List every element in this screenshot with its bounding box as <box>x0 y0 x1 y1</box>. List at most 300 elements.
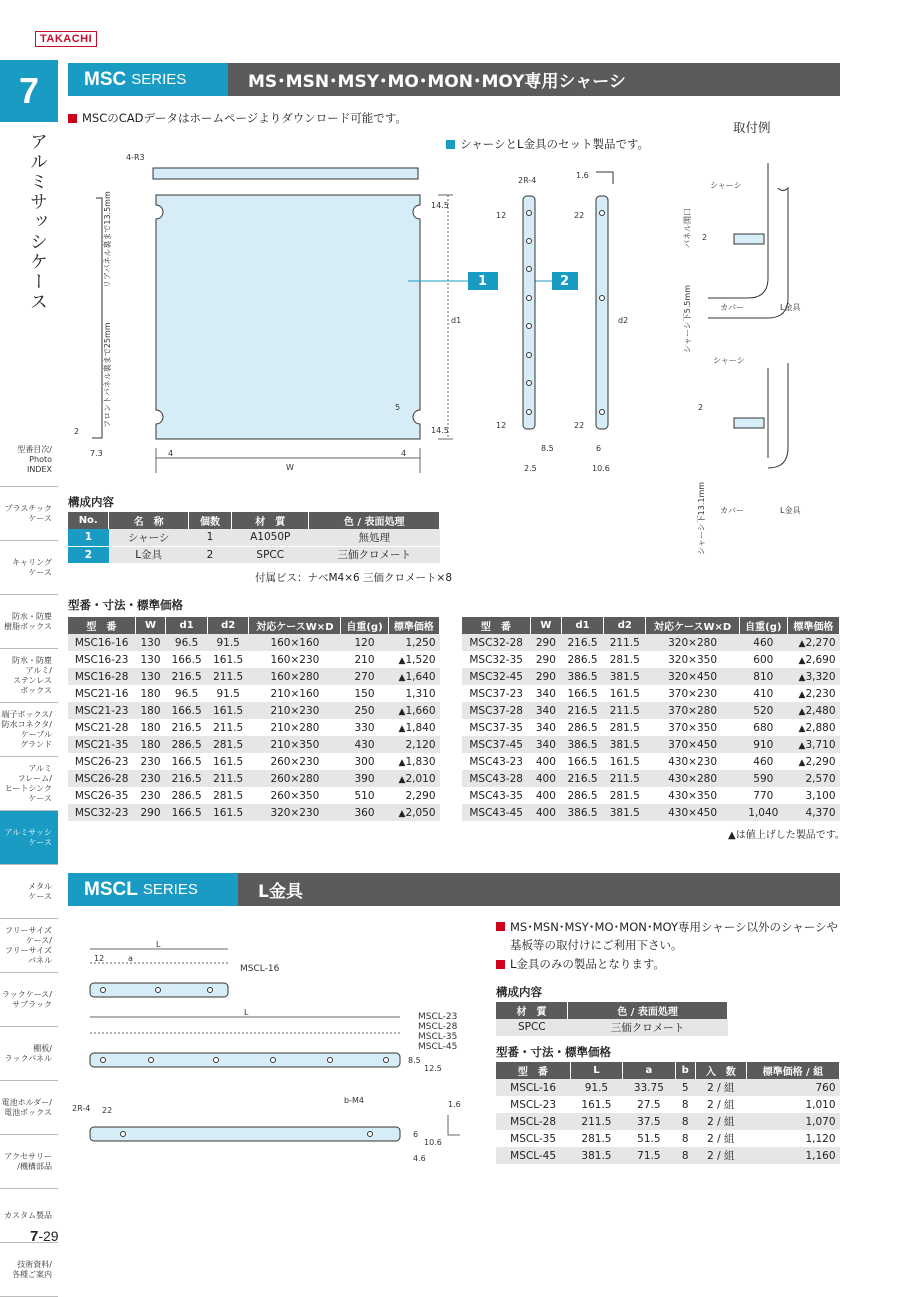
mscl-dim-22: 22 <box>102 1106 113 1115</box>
price-row <box>496 1079 840 1096</box>
case-cell: 210×350 <box>249 736 341 753</box>
case-cell: 210×160 <box>270 687 320 700</box>
price-cell: 2,290 <box>405 789 436 802</box>
mscl-dim-l: L <box>244 1008 249 1017</box>
model-cell: MSC16-28 <box>68 668 135 685</box>
mscl-note-2: L金具のみの製品となります。 <box>496 956 665 972</box>
price-header: L <box>570 1062 622 1079</box>
model-cell: MSC26-28 <box>68 770 135 787</box>
case-cell: 210×280 <box>270 721 320 734</box>
d2-cell: 281.5 <box>213 789 244 802</box>
price-row <box>462 770 840 787</box>
weight-cell: 390 <box>341 770 388 787</box>
weight-cell: 510 <box>354 789 375 802</box>
price-header: 標準価格 <box>388 617 439 634</box>
price-row <box>462 702 840 719</box>
d2-cell: 91.5 <box>207 634 249 651</box>
d2-cell: 211.5 <box>213 721 244 734</box>
model-cell: MSCL-16 <box>496 1079 570 1096</box>
composition-cell: L金具 <box>109 546 188 563</box>
dim-14-5-bottom: 14.5 <box>431 426 449 435</box>
case-cell: 430×450 <box>646 804 739 821</box>
d1-cell: 96.5 <box>166 634 208 651</box>
d1-cell: 386.5 <box>561 668 603 685</box>
model-cell: MSC43-35 <box>469 789 523 802</box>
qty-cell: 2 / 組 <box>695 1079 746 1096</box>
price-header: 対応ケースW×D <box>249 617 341 634</box>
price-header: 入 数 <box>695 1062 746 1079</box>
price-cell: ▲ 2,230 <box>787 685 839 702</box>
w-cell: 290 <box>535 653 556 666</box>
a-cell: 33.75 <box>623 1079 675 1096</box>
model-cell: MSC21-23 <box>68 702 135 719</box>
msc-price-table-left <box>68 617 440 821</box>
weight-cell: 360 <box>341 804 388 821</box>
weight-cell: 150 <box>354 687 375 700</box>
bracket-22-bottom: 22 <box>574 421 585 430</box>
d2-cell: 161.5 <box>207 804 249 821</box>
price-header: W <box>135 617 166 634</box>
sidenav-item: アルミサッシ ケース <box>0 811 58 865</box>
sidenav-item: 技術資料/ 各種ご案内 <box>0 1243 58 1297</box>
d2-cell: 281.5 <box>609 789 640 802</box>
dim-7-3: 7.3 <box>90 449 103 458</box>
price-cell: 2,120 <box>388 736 439 753</box>
mscl-dim-radius: 2R-4 <box>72 1104 91 1113</box>
sidenav-item: フリーサイズ ケース/ フリーサイズ パネル <box>0 919 58 973</box>
composition-cell: 1 <box>188 529 231 546</box>
mscl-dim-8-5: 8.5 <box>408 1056 421 1065</box>
d1-cell: 386.5 <box>561 736 603 753</box>
mscl-dim-6: 6 <box>413 1130 419 1139</box>
w-cell: 400 <box>535 789 556 802</box>
w-cell: 130 <box>135 668 166 685</box>
dim-r3: 4-R3 <box>126 153 145 162</box>
dim-w: W <box>286 463 294 472</box>
dim-5: 5 <box>395 403 401 412</box>
weight-cell: 460 <box>753 755 774 768</box>
price-cell: 3,100 <box>805 789 836 802</box>
dim-14-5-top: 14.5 <box>431 201 449 210</box>
price-row <box>496 1113 840 1130</box>
price-row <box>462 651 840 668</box>
msc-price-table-right <box>462 617 840 821</box>
w-cell: 340 <box>535 721 556 734</box>
price-row <box>496 1096 840 1113</box>
price-row <box>68 651 440 668</box>
model-cell: MSC37-45 <box>462 736 530 753</box>
svg-text:シャーシ下13.1mm: シャーシ下13.1mm <box>697 481 706 555</box>
chapter-number: 7 <box>0 60 58 122</box>
mscl-price-heading: 型番・寸法・標準価格 <box>496 1045 611 1059</box>
price-row <box>68 719 440 736</box>
w-cell: 180 <box>135 736 166 753</box>
price-cell: 1,160 <box>746 1147 839 1164</box>
sidenav-item: 防水・防塵 アルミ/ ステンレス ボックス <box>0 649 58 703</box>
composition-cell: 無処理 <box>309 529 440 546</box>
case-cell: 210×230 <box>249 702 341 719</box>
bracket-8-5: 8.5 <box>541 444 554 453</box>
d2-cell: 91.5 <box>216 687 240 700</box>
mscl-dim-4-6: 4.6 <box>413 1154 426 1163</box>
mscl16-dim-l: L <box>156 940 161 949</box>
d2-cell: 211.5 <box>207 668 249 685</box>
sidenav-item: 端子ボックス/ 防水コネクタ/ ケーブル グランド <box>0 703 58 757</box>
d1-cell: 216.5 <box>561 770 603 787</box>
mscl-dim-12-5: 12.5 <box>424 1064 442 1073</box>
price-cell: ▲ 3,320 <box>787 668 839 685</box>
w-cell: 290 <box>135 804 166 821</box>
msc-composition-table <box>68 512 440 564</box>
d1-cell: 166.5 <box>171 653 202 666</box>
price-row <box>496 1147 840 1164</box>
mscl-series-code: MSCL <box>84 878 138 900</box>
msc-series-title: MS･MSN･MSY･MO･MON･MOY専用シャーシ <box>228 63 840 96</box>
case-cell: 320×350 <box>668 653 718 666</box>
qty-cell: 2 / 組 <box>707 1099 735 1111</box>
weight-cell: 270 <box>341 668 388 685</box>
model-cell: MSC43-28 <box>462 770 530 787</box>
d2-cell: 381.5 <box>604 668 646 685</box>
d2-cell: 381.5 <box>604 736 646 753</box>
price-row <box>496 1130 840 1147</box>
price-header: 型 番 <box>496 1062 570 1079</box>
price-cell: ▲ 1,840 <box>388 719 439 736</box>
mscl-series-word: SERIES <box>142 881 198 898</box>
mount2-dim-2: 2 <box>698 403 704 412</box>
composition-cell: 1 <box>68 529 109 546</box>
msc-series-header <box>68 63 840 96</box>
bracket-10-6: 10.6 <box>592 464 610 473</box>
price-cell: 4,370 <box>787 804 839 821</box>
price-row <box>68 736 440 753</box>
price-row <box>462 668 840 685</box>
sidenav-item: カスタム製品 <box>0 1189 58 1243</box>
price-row <box>68 804 440 821</box>
mscl-dim-10-6: 10.6 <box>424 1138 442 1147</box>
mscl16-dim-a: a <box>128 954 133 963</box>
chapter-sidenav <box>0 433 58 1297</box>
case-cell: 320×450 <box>646 668 739 685</box>
weight-cell: 120 <box>341 634 388 651</box>
model-cell: MSCL-35 <box>510 1132 557 1145</box>
d2-cell: 211.5 <box>604 770 646 787</box>
mount1-panel-open: パネル開口 <box>683 208 692 248</box>
mount2-under-label <box>686 440 716 560</box>
rear-panel-note: リアパネル裏まで13.5mm <box>103 191 112 288</box>
b-cell: 8 <box>675 1147 695 1164</box>
w-cell: 230 <box>140 789 161 802</box>
d1-cell: 166.5 <box>166 804 208 821</box>
price-header: a <box>623 1062 675 1079</box>
mount-example-title: 取付例 <box>733 120 771 135</box>
price-cell: ▲ 2,880 <box>787 719 839 736</box>
d1-cell: 96.5 <box>174 687 199 700</box>
d2-cell: 281.5 <box>609 721 640 734</box>
price-cell: ▲ 2,050 <box>388 804 439 821</box>
sidenav-item: 電池ホルダー/ 電池ボックス <box>0 1081 58 1135</box>
mount1-cover: カバー <box>720 303 744 312</box>
d1-cell: 286.5 <box>567 789 598 802</box>
d1-cell: 216.5 <box>561 634 603 651</box>
l-cell: 161.5 <box>581 1098 612 1111</box>
composition-header: 色 / 表面処理 <box>568 1002 728 1019</box>
price-header: 型 番 <box>68 617 135 634</box>
chapter-title: アルミサッシケース <box>27 132 48 312</box>
case-cell: 430×350 <box>668 789 718 802</box>
model-cell: MSC32-23 <box>68 804 135 821</box>
msc-series-code: MSC <box>84 68 127 90</box>
d2-cell: 211.5 <box>207 770 249 787</box>
price-row <box>68 787 440 804</box>
mount2-lbracket: L金具 <box>780 506 801 515</box>
weight-cell: 910 <box>739 736 787 753</box>
price-cell: 1,010 <box>805 1098 836 1111</box>
weight-cell: 600 <box>753 653 774 666</box>
msc-note-set: シャーシとL金具のセット製品です。 <box>446 136 649 152</box>
case-cell: 430×230 <box>668 755 718 768</box>
sidenav-item: 型番目次/ Photo INDEX <box>0 433 58 487</box>
l-cell: 91.5 <box>570 1079 622 1096</box>
case-cell: 260×230 <box>270 755 320 768</box>
model-cell: MSC21-28 <box>74 721 129 734</box>
sidenav-item: アルミ フレーム/ ヒートシンク ケース <box>0 757 58 811</box>
b-cell: 5 <box>675 1079 695 1096</box>
w-cell: 180 <box>135 702 166 719</box>
price-header: d1 <box>166 617 208 634</box>
mscl35-label: MSCL-35 <box>418 1032 458 1042</box>
d1-cell: 166.5 <box>171 755 202 768</box>
mscl-series-header <box>68 873 840 906</box>
mscl16-dim-12: 12 <box>94 954 105 963</box>
price-cell: ▲ 2,010 <box>388 770 439 787</box>
price-header: 自重(g) <box>739 617 787 634</box>
w-cell: 340 <box>530 702 561 719</box>
d1-cell: 216.5 <box>171 721 202 734</box>
case-cell: 430×280 <box>646 770 739 787</box>
d1-cell: 216.5 <box>561 702 603 719</box>
bracket-radius: 2R-4 <box>518 176 537 185</box>
b-cell: 8 <box>681 1098 689 1111</box>
model-cell: MSCL-23 <box>510 1098 557 1111</box>
d1-cell: 166.5 <box>166 702 208 719</box>
weight-cell: 300 <box>354 755 375 768</box>
weight-cell: 210 <box>354 653 375 666</box>
price-row <box>462 753 840 770</box>
mscl-note-1: MS･MSN･MSY･MO･MON･MOY専用シャーシ以外のシャーシや基板等の取付けにご利用下さい。 <box>496 918 841 954</box>
weight-cell: 1,040 <box>739 804 787 821</box>
w-cell: 400 <box>530 804 561 821</box>
mscl16-label: MSCL-16 <box>240 964 280 974</box>
model-cell: MSC43-45 <box>462 804 530 821</box>
price-row <box>68 668 440 685</box>
case-cell: 320×280 <box>646 634 739 651</box>
sidenav-item: 棚板/ ラックパネル <box>0 1027 58 1081</box>
price-cell: ▲ 3,710 <box>787 736 839 753</box>
w-cell: 400 <box>530 770 561 787</box>
weight-cell: 770 <box>753 789 774 802</box>
part-tag-2: 2 <box>560 274 570 289</box>
price-header: 標準価格 / 組 <box>746 1062 839 1079</box>
price-row <box>462 804 840 821</box>
price-row <box>68 753 440 770</box>
mscl45-label: MSCL-45 <box>418 1042 458 1052</box>
price-header: 自重(g) <box>341 617 388 634</box>
qty-cell: 2 / 組 <box>695 1147 746 1164</box>
weight-cell: 430 <box>341 736 388 753</box>
weight-cell: 680 <box>753 721 774 734</box>
qty-cell: 2 / 組 <box>695 1113 746 1130</box>
weight-cell: 590 <box>739 770 787 787</box>
msc-series-word: SERIES <box>131 71 187 88</box>
weight-cell: 460 <box>739 634 787 651</box>
dim-2: 2 <box>74 427 80 436</box>
mount2-chassis: シャーシ <box>713 356 745 365</box>
price-row <box>68 770 440 787</box>
model-cell: MSC21-35 <box>68 736 135 753</box>
price-cell: ▲ 1,660 <box>388 702 439 719</box>
d1-cell: 386.5 <box>561 804 603 821</box>
bracket-6: 6 <box>596 444 602 453</box>
d1-cell: 166.5 <box>567 687 598 700</box>
price-cell: 1,310 <box>405 687 436 700</box>
composition-cell: SPCC <box>232 546 309 563</box>
weight-cell: 810 <box>739 668 787 685</box>
sidenav-item: ラックケース/ サブラック <box>0 973 58 1027</box>
price-header: d2 <box>207 617 249 634</box>
front-panel-note: フロントパネル裏まで25mm <box>103 322 112 428</box>
dim-d2: d2 <box>618 316 629 325</box>
model-cell: MSC37-28 <box>462 702 530 719</box>
msc-note-cad: MSCのCADデータはホームページよりダウンロード可能です。 <box>68 110 407 126</box>
page-number: 7-29 <box>30 1228 59 1245</box>
case-cell: 370×450 <box>646 736 739 753</box>
dim-d1: d1 <box>451 316 462 325</box>
d1-cell: 286.5 <box>567 721 598 734</box>
price-row <box>462 719 840 736</box>
model-cell: MSC16-23 <box>74 653 129 666</box>
price-row <box>462 634 840 651</box>
l-cell: 211.5 <box>570 1113 622 1130</box>
bracket-2-5: 2.5 <box>524 464 537 473</box>
a-cell: 27.5 <box>637 1098 661 1111</box>
price-header: b <box>675 1062 695 1079</box>
model-cell: MSCL-45 <box>496 1147 570 1164</box>
sidenav-item: 防水・防塵 樹脂ボックス <box>0 595 58 649</box>
case-cell: 160×280 <box>249 668 341 685</box>
composition-cell: 2 <box>188 546 231 563</box>
w-cell: 180 <box>140 721 161 734</box>
d1-cell: 216.5 <box>166 668 208 685</box>
case-cell: 160×230 <box>270 653 320 666</box>
mount2-cover: カバー <box>720 506 744 515</box>
model-cell: MSC32-28 <box>462 634 530 651</box>
case-cell: 370×350 <box>668 721 718 734</box>
w-cell: 400 <box>535 755 556 768</box>
price-cell: 1,070 <box>746 1113 839 1130</box>
composition-header: No. <box>68 512 109 529</box>
dim-4-right: 4 <box>401 449 407 458</box>
d2-cell: 211.5 <box>604 702 646 719</box>
price-row <box>68 634 440 651</box>
composition-header: 材 質 <box>232 512 309 529</box>
composition-cell: 2 <box>68 546 109 563</box>
finish-cell: 三価クロメート <box>568 1019 728 1036</box>
price-header: W <box>530 617 561 634</box>
d2-cell: 161.5 <box>609 687 640 700</box>
d2-cell: 161.5 <box>213 755 244 768</box>
a-cell: 37.5 <box>623 1113 675 1130</box>
mscl-dim-bm4: b-M4 <box>344 1096 364 1105</box>
price-cell: 1,250 <box>388 634 439 651</box>
mscl23-label: MSCL-23 <box>418 1012 458 1022</box>
mscl-series-title: L金具 <box>238 873 840 906</box>
a-cell: 51.5 <box>637 1132 661 1145</box>
mscl-dim-1-6: 1.6 <box>448 1100 461 1109</box>
model-cell: MSC26-35 <box>74 789 129 802</box>
d2-cell: 281.5 <box>609 653 640 666</box>
case-cell: 260×350 <box>270 789 320 802</box>
composition-cell: A1050P <box>232 529 309 546</box>
price-cell: ▲ 2,690 <box>787 651 839 668</box>
model-cell: MSC21-16 <box>74 687 129 700</box>
takachi-logo: TAKACHI <box>35 31 97 47</box>
d2-cell: 161.5 <box>207 702 249 719</box>
mount1-dim-2: 2 <box>702 233 708 242</box>
price-row <box>462 685 840 702</box>
model-cell: MSC26-23 <box>74 755 129 768</box>
b-cell: 8 <box>675 1113 695 1130</box>
mscl28-label: MSCL-28 <box>418 1022 458 1032</box>
w-cell: 130 <box>140 653 161 666</box>
composition-header: 色 / 表面処理 <box>309 512 440 529</box>
price-cell: ▲ 1,830 <box>388 753 439 770</box>
model-cell: MSC37-35 <box>469 721 523 734</box>
price-up-note: ▲は値上げした製品です。 <box>728 830 845 841</box>
d2-cell: 381.5 <box>604 804 646 821</box>
w-cell: 230 <box>135 770 166 787</box>
price-cell: ▲ 2,290 <box>787 753 839 770</box>
w-cell: 340 <box>535 687 556 700</box>
model-cell: MSCL-28 <box>496 1113 570 1130</box>
case-cell: 160×160 <box>249 634 341 651</box>
screws-note: 付属ビス：ナベM4×6 三価クロメート×8 <box>255 572 453 584</box>
price-cell: ▲ 2,270 <box>787 634 839 651</box>
price-row <box>462 736 840 753</box>
w-cell: 180 <box>140 687 161 700</box>
d2-cell: 281.5 <box>207 736 249 753</box>
d1-cell: 286.5 <box>166 736 208 753</box>
price-cell: 760 <box>746 1079 839 1096</box>
weight-cell: 330 <box>354 721 375 734</box>
case-cell: 260×280 <box>249 770 341 787</box>
d2-cell: 211.5 <box>604 634 646 651</box>
price-header: 標準価格 <box>787 617 839 634</box>
price-cell: ▲ 1,520 <box>388 651 439 668</box>
sidenav-item: メタル ケース <box>0 865 58 919</box>
dim-4-left: 4 <box>168 449 174 458</box>
w-cell: 230 <box>140 755 161 768</box>
d1-cell: 286.5 <box>567 653 598 666</box>
weight-cell: 520 <box>739 702 787 719</box>
w-cell: 290 <box>530 634 561 651</box>
sidenav-item: プラスチック ケース <box>0 487 58 541</box>
weight-cell: 410 <box>753 687 774 700</box>
sidenav-item: アクセサリー /機構部品 <box>0 1135 58 1189</box>
price-header: 対応ケースW×D <box>646 617 739 634</box>
composition-row <box>68 546 440 563</box>
l-cell: 381.5 <box>570 1147 622 1164</box>
